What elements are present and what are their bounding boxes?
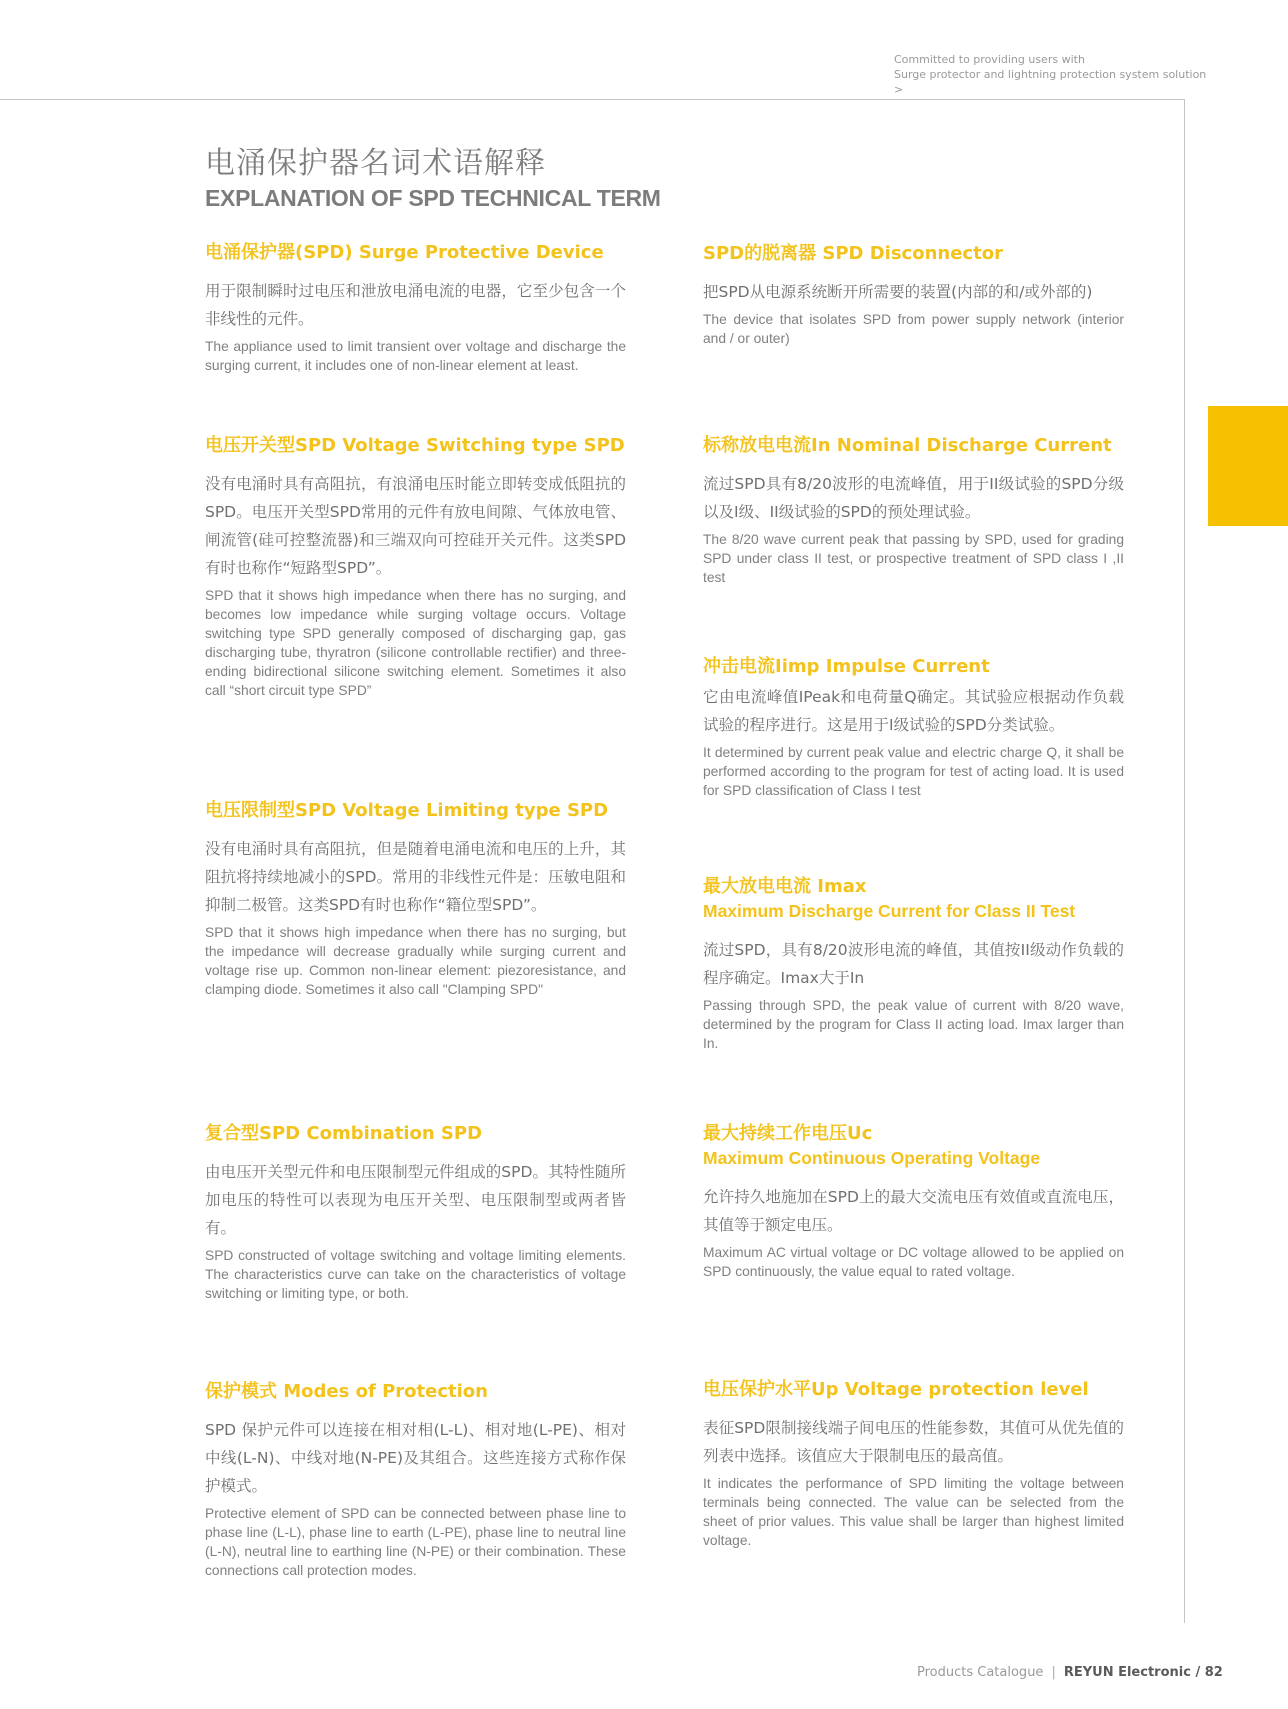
term-desc-cn: 用于限制瞬时过电压和泄放电涌电流的电器，它至少包含一个非线性的元件。 [205, 282, 626, 328]
term-desc-en: The device that isolates SPD from power supply network (interior and / or outer) [703, 312, 1124, 346]
term-desc-en: It indicates the performance of SPD limiting the voltage between terminals being connected. The value can be selected from the sheet of prior values. This value shall be larger than highest limited voltage. [703, 1476, 1124, 1548]
tagline-line-2: Surge protector and lightning protection system solution [894, 68, 1207, 81]
term-heading-en: Maximum Continuous Operating Voltage [703, 1148, 1041, 1168]
term-heading: 复合型SPD Combination SPD [205, 1123, 483, 1144]
term-voltage-switching [205, 433, 626, 700]
term-heading-en: Maximum Discharge Current for Class II Test [703, 901, 1076, 921]
term-imax [703, 874, 1124, 1053]
term-desc-en: SPD that it shows high impedance when there has no surging, but the impedance will decrease gradually while surging current and voltage rise up. Common non-linear element: piezoresistance, and clamping diode. Sometimes it also call "Clamping SPD" [205, 925, 626, 997]
footer-brand-page: REYUN Electronic / 82 [1063, 1665, 1223, 1680]
term-uc [703, 1121, 1124, 1281]
page-footer [917, 1665, 1223, 1680]
term-desc-cn: 把SPD从电源系统断开所需要的装置(内部的和/或外部的) [703, 283, 1093, 301]
term-desc-en: The 8/20 wave current peak that passing by SPD, used for grading SPD under class II test, or prospective treatment of SPD class I ,II test [703, 532, 1124, 585]
term-desc-cn: 流过SPD具有8/20波形的电流峰值，用于II级试验的SPD分级以及I级、II级试验的SPD的预处理试验。 [703, 475, 1124, 521]
term-disconnector [703, 241, 1124, 348]
term-desc-cn: 它由电流峰值IPeak和电荷量Q确定。其试验应根据动作负载试验的程序进行。这是用于I级试验的SPD分类试验。 [703, 688, 1124, 734]
term-desc-cn: 没有电涌时具有高阻抗，但是随着电涌电流和电压的上升，其阻抗将持续地减小的SPD。常用的非线性元件是：压敏电阻和抑制二极管。这类SPD有时也称作“籍位型SPD”。 [205, 840, 626, 914]
footer-separator: | [1051, 1665, 1056, 1680]
term-desc-cn: SPD 保护元件可以连接在相对相(L-L)、相对地(L-PE)、相对中线(L-N)、中线对地(N-PE)及其组合。这些连接方式称作保护模式。 [205, 1421, 626, 1495]
term-desc-en: Protective element of SPD can be connected between phase line to phase line (L-L), phase line to earth (L-PE), phase line to neutral line (L-N), neutral line to earthing line (N-PE) or their combination. These connections call protection modes. [205, 1506, 626, 1578]
term-combination [205, 1121, 626, 1303]
term-heading: 标称放电电流In Nominal Discharge Current [703, 435, 1112, 456]
page-title-cn: 电涌保护器名词术语解释 [205, 146, 546, 181]
term-heading: 电压限制型SPD Voltage Limiting type SPD [205, 800, 609, 821]
term-spd [205, 240, 626, 375]
term-heading: 电涌保护器(SPD) Surge Protective Device [205, 242, 604, 263]
term-desc-cn: 没有电涌时具有高阻抗，有浪涌电压时能立即转变成低阻抗的SPD。电压开关型SPD常用的元件有放电间隙、气体放电管、闸流管(硅可控整流器)和三端双向可控硅开关元件。这类SPD有时也称作“短路型SPD”。 [205, 475, 626, 577]
tagline-arrow: > [894, 83, 904, 96]
footer-catalogue: Products Catalogue [917, 1665, 1044, 1680]
term-impulse-current [703, 654, 1124, 800]
tagline-line-1: Committed to providing users with [894, 53, 1085, 66]
term-desc-cn: 由电压开关型元件和电压限制型元件组成的SPD。其特性随所加电压的特性可以表现为电压开关型、电压限制型或两者皆有。 [205, 1163, 626, 1237]
term-heading: 最大放电电流 Imax [703, 876, 867, 897]
header-rule [0, 99, 1185, 100]
term-heading: 电压开关型SPD Voltage Switching type SPD [205, 435, 625, 456]
header-tagline [894, 52, 1206, 97]
right-rule [1184, 99, 1185, 1623]
term-desc-en: Passing through SPD, the peak value of current with 8/20 wave, determined by the program for Class II acting load. Imax larger than In. [703, 998, 1124, 1051]
term-voltage-protection-level [703, 1377, 1124, 1550]
term-voltage-limiting [205, 798, 626, 999]
term-heading: 冲击电流Iimp Impulse Current [703, 656, 990, 677]
term-heading: 最大持续工作电压Uc [703, 1123, 873, 1144]
term-desc-cn: 流过SPD，具有8/20波形电流的峰值，其值按II级动作负载的程序确定。Imax大于In [703, 941, 1124, 987]
term-desc-cn: 表征SPD限制接线端子间电压的性能参数，其值可从优先值的列表中选择。该值应大于限制电压的最高值。 [703, 1419, 1124, 1465]
term-desc-en: Maximum AC virtual voltage or DC voltage allowed to be applied on SPD continuously, the value equal to rated voltage. [703, 1245, 1124, 1279]
page-title-en: EXPLANATION OF SPD TECHNICAL TERM [205, 185, 661, 211]
term-desc-en: SPD constructed of voltage switching and voltage limiting elements. The characteristics curve can take on the characteristics of voltage switching or limiting type, or both. [205, 1248, 626, 1301]
term-heading: SPD的脱离器 SPD Disconnector [703, 243, 1003, 264]
term-modes-of-protection [205, 1379, 626, 1580]
side-accent-block [1208, 406, 1288, 526]
term-desc-en: The appliance used to limit transient over voltage and discharge the surging current, it includes one of non-linear element at least. [205, 339, 626, 373]
term-desc-cn: 允许持久地施加在SPD上的最大交流电压有效值或直流电压，其值等于额定电压。 [703, 1188, 1124, 1234]
term-heading: 电压保护水平Up Voltage protection level [703, 1379, 1089, 1400]
term-heading: 保护模式 Modes of Protection [205, 1381, 488, 1402]
term-nominal-discharge-current [703, 433, 1124, 587]
term-desc-en: It determined by current peak value and electric charge Q, it shall be performed according to the program for test of acting load. It is used for SPD classification of Class I test [703, 745, 1124, 798]
term-desc-en: SPD that it shows high impedance when there has no surging, and becomes low impedance while surging voltage occurs. Voltage switching type SPD generally composed of discharging gap, gas discharging tube, thyratron (silicone controllable rectifier) and three-ending bidirectional silicone switching element. Sometimes it also call “short circuit type SPD” [205, 588, 626, 698]
